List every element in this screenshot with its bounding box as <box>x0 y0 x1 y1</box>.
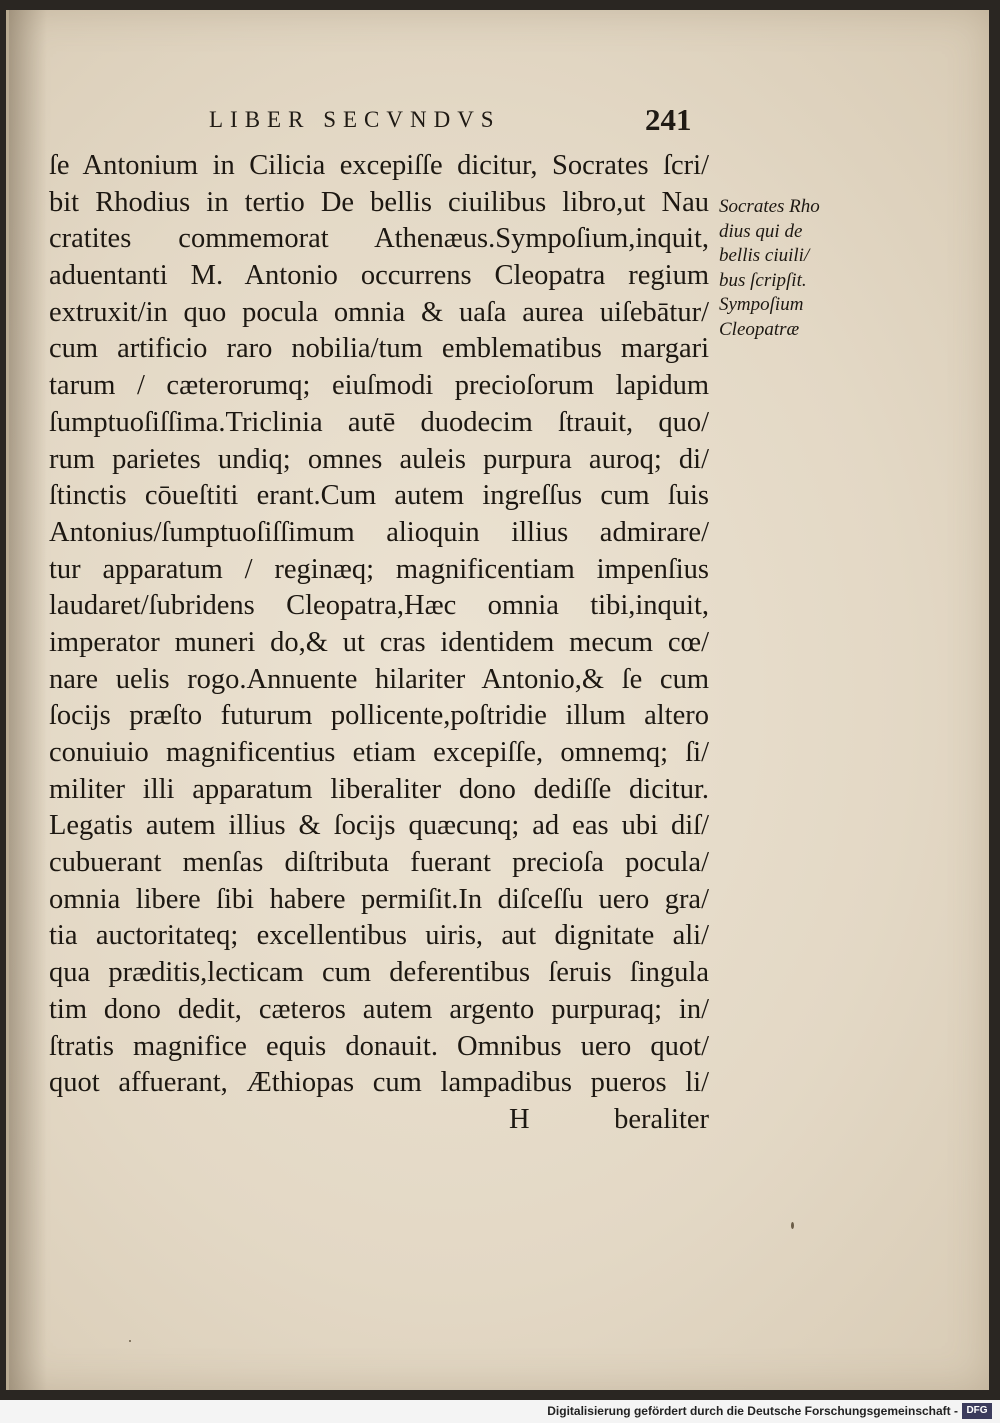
text-line: Legatis autem illius & ſocijs quæcunq; ad eas ubi diſ/ <box>49 810 709 842</box>
catchword: beraliter <box>614 1103 709 1135</box>
marginal-note-line: bus ſcripſit. <box>719 269 807 291</box>
paper-speck <box>129 1340 131 1342</box>
gutter-shadow <box>9 10 47 1390</box>
text-line: extruxit/in quo pocula omnia & uaſa aurea uiſebātur/ <box>49 296 709 328</box>
marginal-note-line: Socrates Rho <box>719 196 820 217</box>
text-line: ſumptuoſiſſima.Triclinia autē duodecim ſtrauit, quo/ <box>49 406 709 438</box>
text-line: ſe Antonium in Cilicia excepiſſe dicitur, Socrates ſcri/ <box>49 150 709 181</box>
text-line: conuiuio magnificentius etiam excepiſſe, omnemq; ſi/ <box>49 737 709 768</box>
text-line: cubuerant menſas diſtributa fuerant precioſa pocula/ <box>49 847 709 879</box>
text-line: laudaret/ſubridens Cleopatra,Hæc omnia tibi,inquit, <box>49 590 709 622</box>
marginal-note-line: dius qui de <box>719 220 803 242</box>
text-line: nare uelis rogo.Annuente hilariter Antonio,& ſe cum <box>49 663 709 695</box>
text-line: tia auctoritateq; excellentibus uiris, aut dignitate ali/ <box>49 920 709 952</box>
dfg-logo: DFG <box>962 1403 992 1419</box>
text-line: qua præditis,lecticam cum deferentibus ſeruis ſingula <box>49 957 709 989</box>
text-line: ſtinctis cōueſtiti erant.Cum autem ingreſſus cum ſuis <box>49 480 709 512</box>
body-text <box>49 148 709 1139</box>
text-line: ſtratis magnifice equis donauit. Omnibus uero quot/ <box>49 1030 709 1062</box>
text-line: cratites commemorat Athenæus.Sympoſium,inquit, <box>49 223 709 255</box>
running-head: LIBER SECVNDVS <box>209 107 501 132</box>
text-line: cum artificio raro nobilia/tum emblematibus margari <box>49 333 709 365</box>
text-line: quot affuerant, Æthiopas cum lampadibus pueros li/ <box>49 1067 709 1099</box>
funding-credit: Digitalisierung gefördert durch die Deutsche Forschungsgemeinschaft - <box>547 1404 958 1418</box>
text-line: aduentanti M. Antonio occurrens Cleopatra regium <box>49 260 709 292</box>
footer-bar <box>0 1400 1000 1423</box>
text-line: ſocijs præſto futurum pollicente,poſtridie illum altero <box>49 700 709 732</box>
marginal-note-line: Cleopatræ <box>719 318 800 340</box>
signature-mark: H <box>509 1103 530 1135</box>
text-line: rum parietes undiq; omnes auleis purpura auroq; di/ <box>49 443 709 475</box>
text-line: tur apparatum / reginæq; magnificentiam impenſius <box>49 553 709 585</box>
text-line: militer illi apparatum liberaliter dono dediſſe dicitur. <box>49 773 709 805</box>
book-page <box>6 10 989 1390</box>
text-line: omnia libere ſibi habere permiſit.In diſceſſu uero gra/ <box>49 883 709 915</box>
text-line: imperator muneri do,& ut cras identidem mecum cœ/ <box>49 626 709 658</box>
text-line: Antonius/ſumptuoſiſſimum alioquin illius admirare/ <box>49 516 709 548</box>
text-line: bit Rhodius in tertio De bellis ciuilibus libro,ut Nau <box>49 186 709 218</box>
marginal-notes <box>719 195 869 342</box>
signature-row <box>49 1102 709 1139</box>
marginal-note-line: bellis ciuili/ <box>719 245 810 266</box>
text-line: tim dono dedit, cæteros autem argento purpuraq; in/ <box>49 993 709 1025</box>
paper-speck <box>791 1222 794 1229</box>
marginal-note-line: Sympoſium <box>719 294 804 315</box>
page-number: 241 <box>645 102 692 137</box>
text-line: tarum / cæterorumq; eiuſmodi precioſorum lapidum <box>49 370 709 402</box>
